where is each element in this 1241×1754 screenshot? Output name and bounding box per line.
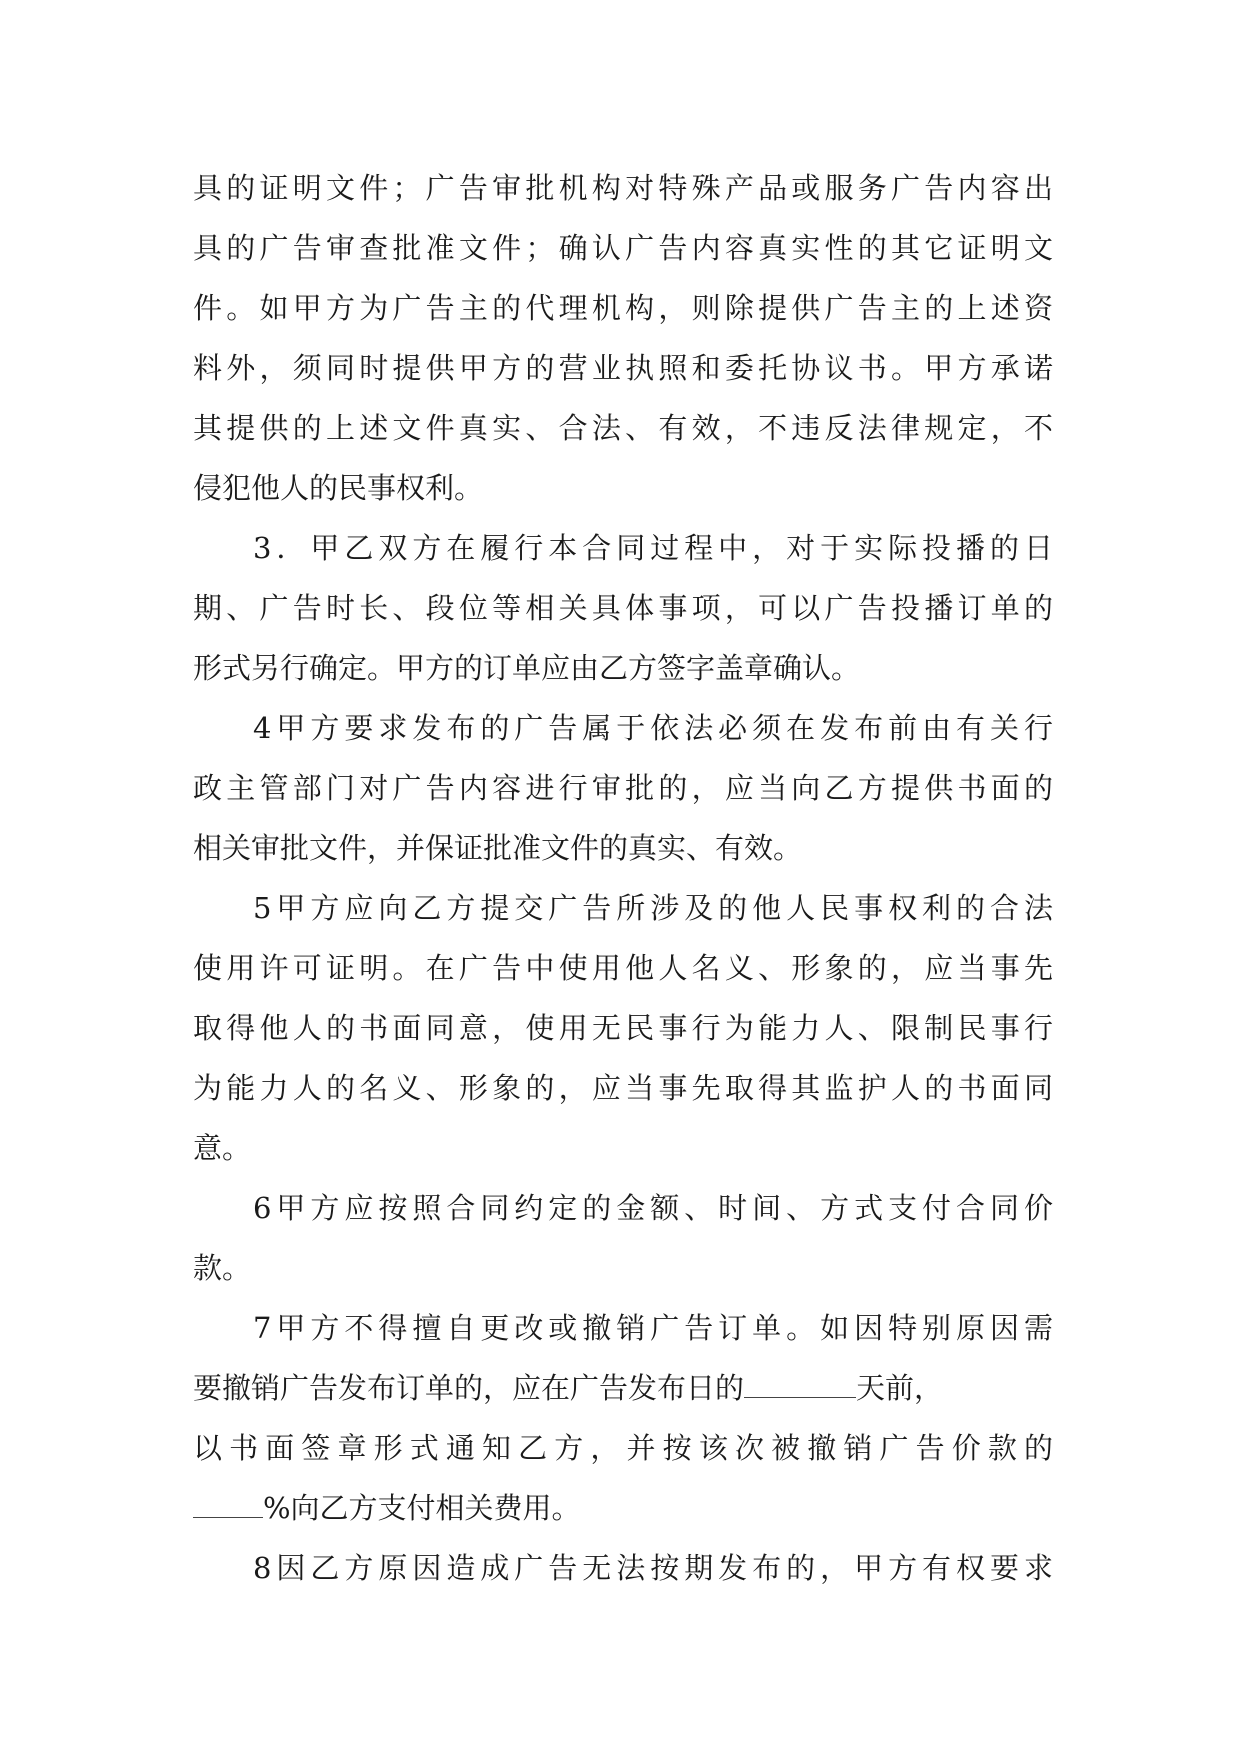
text-line: 政主管部门对广告内容进行审批的，应当向乙方提供书面的 xyxy=(193,771,1053,805)
text-line: 料外，须同时提供甲方的营业执照和委托协议书。甲方承诺 xyxy=(193,351,1053,385)
paragraph-3-line: 3．甲乙双方在履行本合同过程中，对于实际投播的日 xyxy=(253,531,1053,565)
text-line: 形式另行确定。甲方的订单应由乙方签字盖章确认。 xyxy=(193,651,861,685)
paragraph-7-line: 7甲方不得擅自更改或撤销广告订单。如因特别原因需 xyxy=(253,1311,1053,1345)
text-line: 期、广告时长、段位等相关具体事项，可以广告投播订单的 xyxy=(193,591,1053,625)
text-line-with-blank xyxy=(193,1358,1053,1418)
text-line: 相关审批文件，并保证批准文件的真实、有效。 xyxy=(193,831,803,865)
text-line: 具的广告审查批准文件；确认广告内容真实性的其它证明文 xyxy=(193,231,1053,265)
document-body xyxy=(193,158,1053,1598)
text-line: 意。 xyxy=(193,1131,252,1165)
paragraph-4-line: 4甲方要求发布的广告属于依法必须在发布前由有关行 xyxy=(253,711,1053,745)
paragraph-5-line: 5甲方应向乙方提交广告所涉及的他人民事权利的合法 xyxy=(253,891,1053,925)
text-line: 其提供的上述文件真实、合法、有效，不违反法律规定，不 xyxy=(193,411,1053,445)
paragraph-6-line: 6甲方应按照合同约定的金额、时间、方式支付合同价 xyxy=(253,1191,1053,1225)
text-line: 为能力人的名义、形象的，应当事先取得其监护人的书面同 xyxy=(193,1071,1053,1105)
fill-in-blank-percent xyxy=(193,1487,263,1518)
text-line-with-blank xyxy=(193,1478,1053,1538)
text-line: 侵犯他人的民事权利。 xyxy=(193,471,484,505)
text-line: 以书面签章形式通知乙方，并按该次被撤销广告价款的 xyxy=(193,1431,1053,1465)
text-line: 款。 xyxy=(193,1251,252,1285)
text-segment: 要撤销广告发布订单的，应在广告发布日的 xyxy=(193,1371,745,1405)
paragraph-8-line: 8因乙方原因造成广告无法按期发布的，甲方有权要求 xyxy=(253,1551,1053,1585)
text-line: 件。如甲方为广告主的代理机构，则除提供广告主的上述资 xyxy=(193,291,1053,325)
text-segment: %向乙方支付相关费用。 xyxy=(263,1491,581,1525)
text-line: 取得他人的书面同意，使用无民事行为能力人、限制民事行 xyxy=(193,1011,1053,1045)
fill-in-blank-days xyxy=(744,1367,856,1398)
text-line: 具的证明文件；广告审批机构对特殊产品或服务广告内容出 xyxy=(193,171,1053,205)
text-line: 使用许可证明。在广告中使用他人名义、形象的，应当事先 xyxy=(193,951,1053,985)
text-segment: 天前， xyxy=(856,1371,944,1405)
